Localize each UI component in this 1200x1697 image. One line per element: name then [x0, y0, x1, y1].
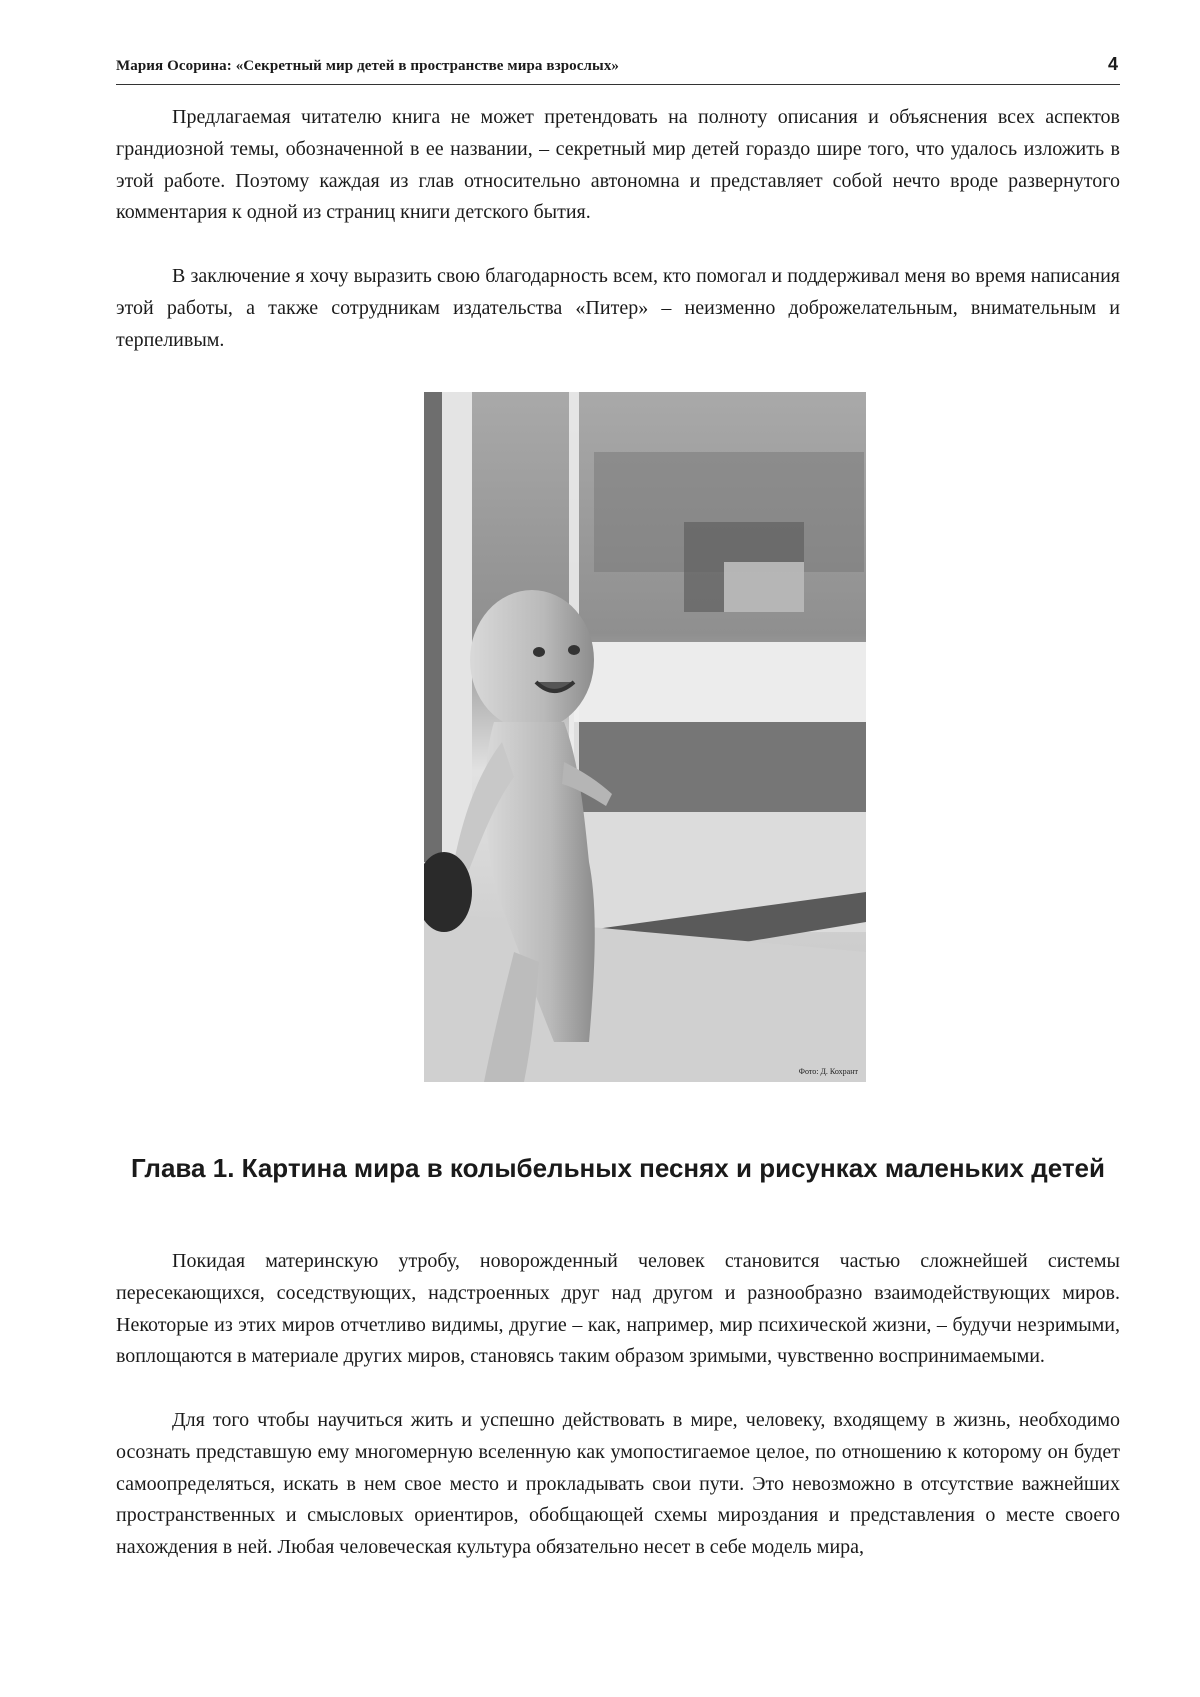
paragraph: Покидая материнскую утробу, новорожденный человек становится частью сложнейшей системы пересекающихся, соседствующих, надстроенных друг над другом и разнообразно взаимодействующих миров. Некоторые из этих миров отчетливо видимы, другие – как, например, мир психической жизни, – будучи незримыми, воплощаются в материале других миров, становясь таким образом зримыми, чувственно воспринимаемыми.: [116, 1250, 1120, 1368]
page-number: 4: [1107, 54, 1118, 74]
paragraph: Предлагаемая читателю книга не может претендовать на полноту описания и объяснения всех аспектов грандиозной темы, обозначенной в ее названии, – секретный мир детей гораздо шире того, что удалось изложить в этой работе. Поэтому каждая из глав относительно автономна и представляет собой нечто вроде развернутого комментария к одной из страниц книги детского бытия.: [116, 106, 1120, 224]
paragraph: Для того чтобы научиться жить и успешно действовать в мире, человеку, входящему в жизнь, необходимо осознать представшую ему многомерную вселенную как умопостигаемое целое, по отношению к которому он будет самоопределяться, искать в нем свое место и прокладывать свои пути. Это невозможно в отсутствие важнейших пространственных и смысловых ориентиров, обобщающей схемы мироздания и представления о месте своего нахождения в ней. Любая человеческая культура обязательно несет в себе модель мира,: [116, 1409, 1120, 1559]
running-header: [116, 54, 1120, 85]
paragraph: В заключение я хочу выразить свою благодарность всем, кто помогал и поддерживал меня во время написания этой работы, а также сотрудникам издательства «Питер» – неизменно доброжелательным, внимательным и терпеливым.: [116, 265, 1120, 351]
photo-credit: Фото: Д. Кохрант: [798, 1067, 858, 1076]
header-title: Мария Осорина: «Секретный мир детей в пространстве мира взрослых»: [116, 58, 620, 74]
child-at-window-photo: [424, 392, 866, 1082]
chapter-title: Глава 1. Картина мира в колыбельных песнях и рисунках маленьких детей: [130, 1153, 1105, 1183]
